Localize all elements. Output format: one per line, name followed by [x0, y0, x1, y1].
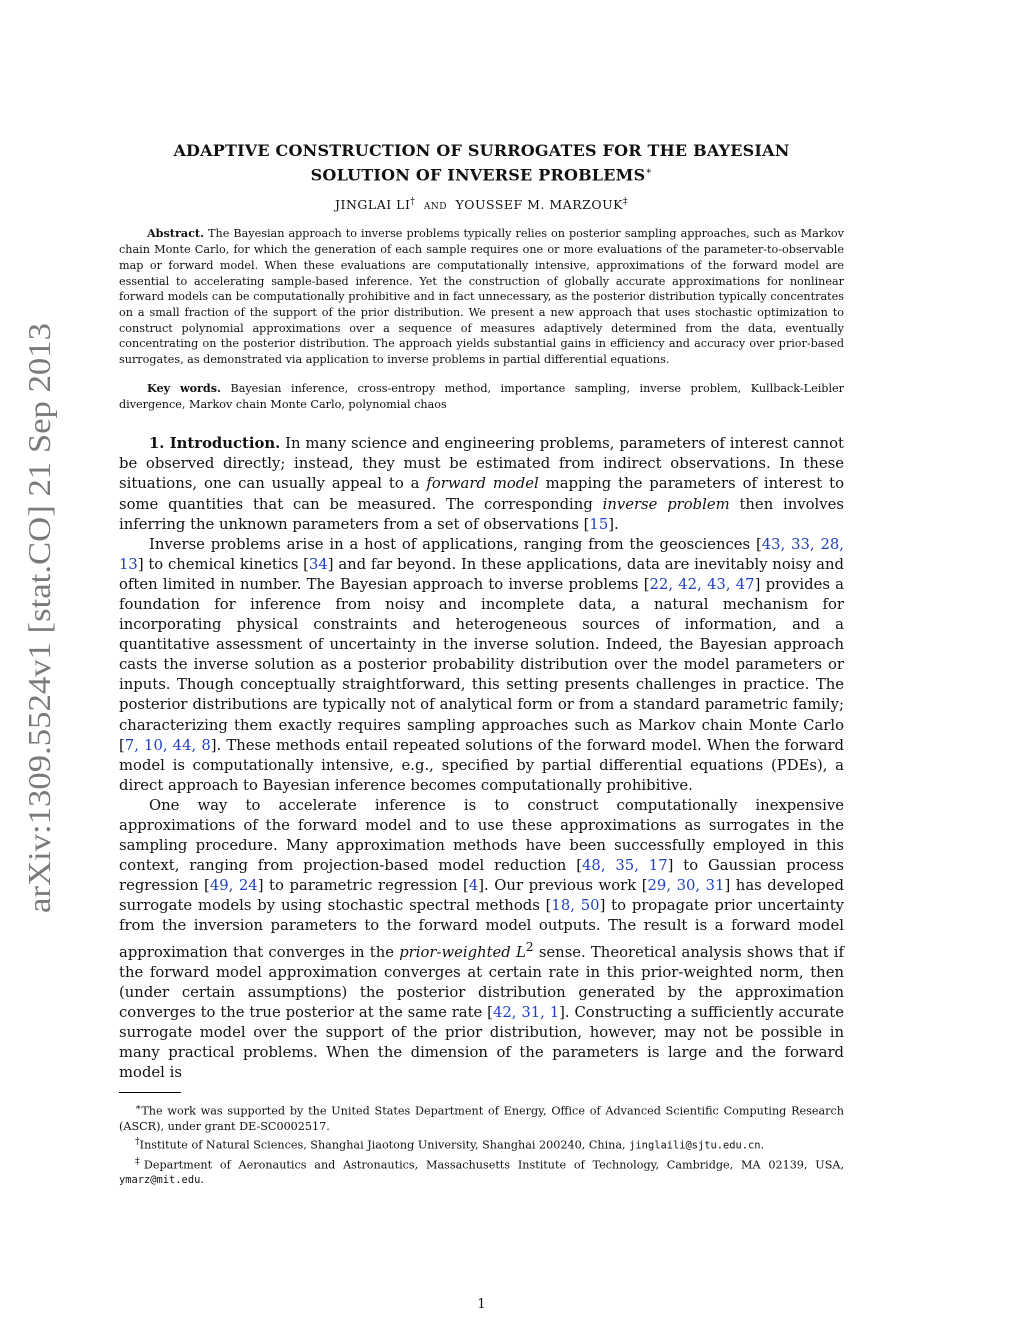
author-and: and: [423, 197, 447, 213]
superscript: 2: [525, 939, 534, 954]
title-line-2-text: SOLUTION OF INVERSE PROBLEMS: [310, 165, 646, 185]
text: ] to parametric regression [: [257, 877, 469, 895]
abstract-text: The Bayesian approach to inverse problems typically relies on posterior sampling approaches, such as Markov chain Monte Carlo, for which the generation of each sample requires one or more evaluations of the parameter-to-observable map or forward model. When these evaluations are computationally intensive, approximations of the forward model are essential to accelerating sample-based inference. Yet the construction of globally accurate approximations for nonlinear forward models can be computationally prohibitive and in fact unnecessary, as the posterior distribution typically concentrates on a small fraction of the support of the prior distribution. We present a new approach that uses stochastic optimization to construct polynomial approximations over a sequence of measures adaptively determined from the data, eventually concentrating on the posterior distribution. The approach yields substantial gains in efficiency and accuracy over prior-based surrogates, as demonstrated via application to inverse problems in partial differential equations.: [119, 227, 844, 367]
footnote-mark: ∗: [135, 1102, 142, 1114]
citation-link[interactable]: 48, 35, 17: [581, 857, 668, 875]
citation-link[interactable]: 29, 30, 31: [647, 877, 725, 895]
keywords: [119, 381, 844, 412]
keywords-text: Bayesian inference, cross-entropy method, importance sampling, inverse problem, Kullback-Leibler divergence, Markov chain Monte Carlo, polynomial chaos: [119, 381, 844, 411]
text: ] to Gaussian process regression [: [119, 857, 844, 895]
paper-page: [119, 140, 845, 1312]
citation-link[interactable]: 18, 50: [551, 897, 600, 915]
text: mapping the parameters of interest to some quantities that can be measured. The corresponding: [119, 475, 844, 513]
text: ] has developed surrogate models by using stochastic spectral methods [: [119, 877, 844, 915]
text: ]. Constructing a sufficiently accurate surrogate model over the support of the prior distribution, however, may not be possible in many practical problems. When the dimension of the parameters is large and the forward model is: [119, 1003, 844, 1082]
emphasis: prior-weighted L: [399, 943, 526, 961]
text: ] provides a foundation for inference from noisy and incomplete data, a natural mechanism for incorporating physical constraints and heterogeneous sources of information, and a quantitative assessment of uncertainty in the inverse solution. Indeed, the Bayesian approach casts the inverse solution as a posterior probability distribution over the model parameters or inputs. Though conceptually straightforward, this setting presents challenges in practice. The posterior distributions are typically not of analytical form or from a standard parametric family; characterizing them exactly requires sampling approaches such as Markov chain Monte Carlo [: [119, 575, 844, 754]
author-list: [119, 197, 844, 212]
author-li-mark: †: [410, 197, 416, 208]
text: ] to chemical kinetics [: [137, 555, 309, 573]
abstract-label: Abstract.: [147, 226, 204, 241]
footnote-text: The work was supported by the United States Department of Energy, Office of Advanced Scientific Computing Research (ASCR), under grant DE-SC0002517.: [119, 1104, 844, 1133]
author-marzouk-mark: ‡: [622, 197, 628, 208]
emphasis: forward model: [426, 475, 539, 493]
paper-title: [119, 140, 844, 185]
citation-link[interactable]: 22, 42, 43, 47: [649, 575, 755, 593]
email-link[interactable]: jinglaili@sjtu.edu.cn: [629, 1139, 761, 1152]
text: ]. These methods entail repeated solutions of the forward model. When the forward model is computationally intensive, e.g., specified by partial differential equations (PDEs), a direct approach to Bayesian inference becomes computationally prohibitive.: [119, 736, 844, 794]
footnote-rule: [119, 1092, 181, 1093]
footnote-text: Department of Aeronautics and Astronautics, Massachusetts Institute of Technology, Cambridge, MA 02139, USA,: [143, 1158, 844, 1172]
footnote-mark: ‡: [135, 1155, 144, 1167]
footnote-marzouk-affiliation: [119, 1154, 844, 1189]
text: then involves inferring the unknown parameters from a set of observations [: [119, 495, 844, 533]
citation-link[interactable]: 7, 10, 44, 8: [124, 736, 211, 754]
citation-link[interactable]: 49, 24: [209, 877, 258, 895]
footnote-funding: [119, 1100, 844, 1134]
text: Inverse problems arise in a host of applications, ranging from the geosciences [: [149, 535, 762, 553]
author-li: JINGLAI LI: [335, 197, 411, 213]
citation-link[interactable]: 15: [589, 515, 609, 533]
keywords-label: Key words.: [147, 380, 221, 395]
footnote-mark: †: [135, 1135, 140, 1147]
text: ].: [608, 515, 619, 533]
text: ] and far beyond. In these applications, data are inevitably noisy and often limited in number. The Bayesian approach to inverse problems [: [119, 555, 844, 593]
footnote-text: .: [760, 1138, 765, 1152]
title-footnote-mark: ∗: [645, 166, 653, 177]
footnote-li-affiliation: [119, 1134, 844, 1154]
text: In many science and engineering problems, parameters of interest cannot be observed directly; instead, they must be estimated from indirect observations. In these situations, one can usually appeal to a: [119, 435, 844, 493]
footnotes: [119, 1100, 844, 1188]
citation-link[interactable]: 43, 33, 28, 13: [119, 535, 844, 573]
citation-link[interactable]: 4: [468, 877, 479, 895]
abstract: [119, 226, 844, 367]
title-line-1: ADAPTIVE CONSTRUCTION OF SURROGATES FOR THE BAYESIAN: [173, 141, 790, 160]
footnote-text: Institute of Natural Sciences, Shanghai Jiaotong University, Shanghai 200240, China,: [139, 1138, 630, 1152]
footnote-text: .: [200, 1173, 204, 1187]
title-line-2: [119, 161, 844, 185]
text: ] to propagate prior uncertainty from the inversion parameters to the forward model outputs. The result is a forward model approximation that converges in the: [119, 897, 844, 961]
text: One way to accelerate inference is to construct computationally inexpensive approximations of the forward model and to use these approximations as surrogates in the sampling procedure. Many approximation methods have been successfully employed in this context, ranging from projection-based model reduction [: [119, 796, 844, 875]
introduction-section: [119, 434, 844, 1083]
author-marzouk: YOUSSEF M. MARZOUK: [455, 197, 623, 213]
email-link[interactable]: ymarz@mit.edu: [119, 1174, 201, 1187]
arxiv-stamp: [12, 318, 62, 918]
citation-link[interactable]: 42, 31, 1: [492, 1003, 560, 1021]
intro-paragraph-2: [119, 535, 844, 796]
intro-paragraph-1: [119, 434, 844, 534]
section-heading: 1. Introduction.: [149, 435, 281, 453]
text: sense. Theoretical analysis shows that if the forward model approximation converges at certain rate in this prior-weighted norm, then (under certain assumptions) the posterior distribution generated by the approximation converges to the true posterior at the same rate [: [119, 943, 845, 1021]
citation-link[interactable]: 34: [308, 555, 328, 573]
emphasis: inverse problem: [602, 495, 730, 513]
text: ]. Our previous work [: [478, 877, 648, 895]
intro-paragraph-3: [119, 796, 844, 1083]
page-number: 1: [477, 1297, 486, 1312]
arxiv-id: arXiv:1309.5524v1 [stat.CO] 21 Sep 2013: [22, 377, 57, 913]
